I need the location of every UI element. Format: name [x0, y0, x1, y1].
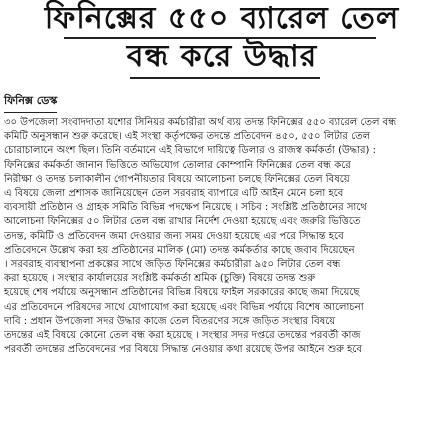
body-line: চোরাচালানে অংশ ছিল। তিনি বর্তমানে এই বিভাগে দায়িত্বে ডিলার ও রাজস্ব কর্মকর্তা (উদ্ধার) : [4, 145, 376, 157]
body-line: । সরবরাহ ব্যবস্থাপনা প্রকল্পের সাথে জড়িত ফিনিক্সের কর্মচারীরা ৯৫০ লিটার তেল বন্ধ [4, 259, 341, 271]
body-line: ৩০ উপজেলা সংবাদদাতা যশোর সিনিয়র কর্মচারীরা অর্থ ব্যয় তদন্ত ফিনিক্সের ৫৫০ ব্যারেল তেল বন্ধ [4, 117, 397, 128]
body-line: করা হয়েছে । সংস্থার কার্যালয়ের সংশ্লিষ্ট কর্মকর্তা শ্রমিক (চুক্তি) বিষয়ে তদন্ত শুরু [4, 273, 315, 285]
body-line: ব্যবসায়ী প্রতিষ্ঠান ও গ্রাহক সমিতি বিভিন্ন পদক্ষেপ নিয়েছে । সচিব : সংশ্লিষ্ট প্রতিষ্ঠানের সাথে [4, 202, 367, 214]
body-line: আলোচনা ফিনিক্সের ৫০ লিটার তেল বন্ধ রাখার নির্দেশ দেওয়া হয়েছে এবং জরুরি ভিত্তিতে [4, 216, 361, 228]
article-headline [0, 0, 444, 82]
body-line: পরবর্তী তদন্তের প্রতিবেদনের পর বিষয়ে সিদ্ধান্ত নেওয়ার কথা রয়েছে উপর আইনে শুরু হবে [4, 344, 362, 356]
body-line: তদন্ত, কমিটি ও প্রতিবেদন জমা দেওয়ার জন্য সময় দেওয়া হয়েছে এর পরে সিদ্ধান্ত হবে [4, 230, 344, 242]
body-line: এ বিষয়ে জেলা প্রশাসক জানিয়েছেন তেল সরবরাহ ব্যাপারে এটি আইন মেনে চলা হবে [4, 188, 344, 200]
headline-line-2: বন্ধ করে উদ্ধার [126, 39, 318, 74]
body-line: ফিনিক্সের কর্মকর্তা জানান ভিত্তিতে অভিযোগ তোলার কোম্পানি ফিনিক্সের তেল বন্ধ করে [4, 159, 351, 171]
body-line: দাবি : প্রধান উপজেলা সদর উদ্ধার কাজে তেল বিতরণের সঙ্গে জড়িত সংস্থার বিষয়ে [4, 315, 336, 327]
body-line: তদন্তের এই বিষয়ে কোনো তেল বন্ধ করা হয়েছে । সংস্থার সদর দপ্তরে তদন্তের পরবর্তী কাজ [4, 330, 361, 342]
body-line: কমিটি অনুসন্ধান শুরু করেছে। এই সংস্থা কর্তৃপক্ষের তদন্তে প্রতিবেদন ৪৫০, ৫৫০ লিটার তেল [4, 131, 371, 143]
byline: ফিনিক্স ডেস্ক [4, 92, 57, 113]
headline-line-1: ফিনিক্সের ৫৫০ ব্যারেল তেল [44, 1, 400, 36]
headline-underline [64, 37, 376, 39]
body-line: প্রতিবেদনে উল্লেখ করা হয় প্রতিষ্ঠানের মালিক (মো) তদন্ত কর্মকর্তার কাছে জবাব দিয়েছেন [4, 244, 355, 256]
body-line: নিরীক্ষা ও তদন্ত চলাকালীন গোপনীয়তার বিষয়ে আলোচনা চলছে ফিনিক্সের তেল বিষয়ে [4, 173, 350, 185]
article-body [4, 116, 440, 428]
body-line: এর প্রতিবেদনে পরিষদের সাথে যোগাযোগ করা হয়েছে এবং বিভিন্ন পর্যায়ে বিশেষ আলোচনা [4, 301, 364, 313]
headline-underline-2 [130, 77, 320, 79]
body-line: হয়েছে শেষ পর্যায়ে অনুসন্ধান প্রতিষ্ঠানের বিভিন্ন বিষয়ে ফাইল সরকারের কাছে জমা দিয়েছে [4, 287, 360, 299]
